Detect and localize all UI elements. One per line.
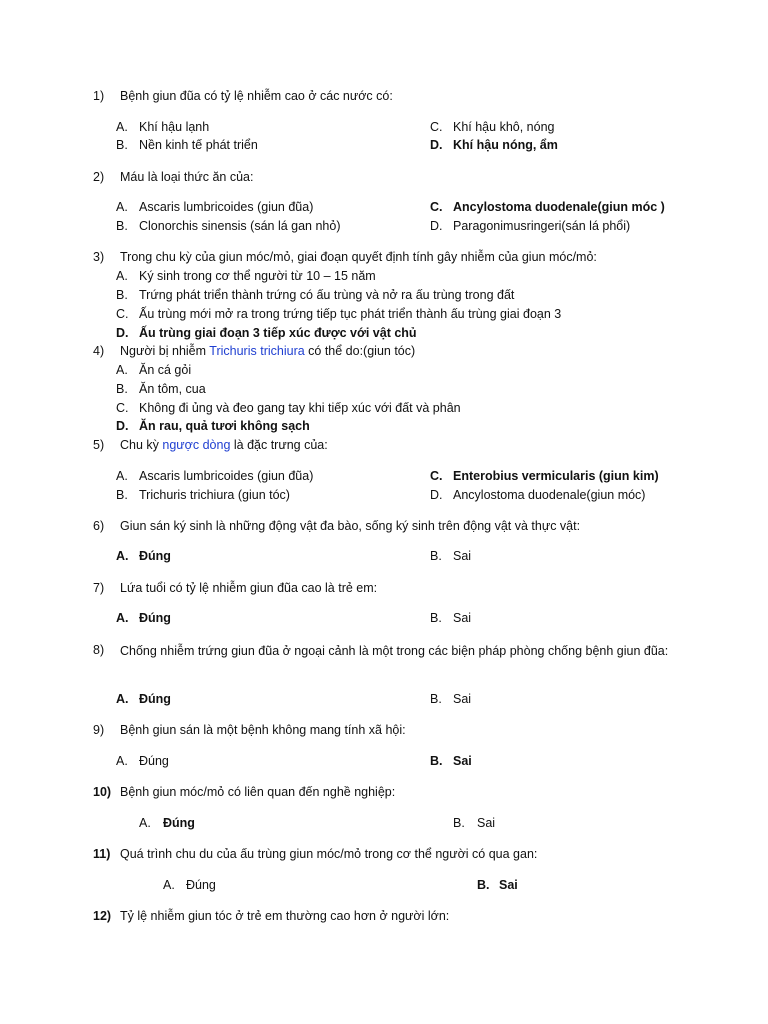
option-letter: A.	[139, 816, 151, 830]
question-text: Tỷ lệ nhiễm giun tóc ở trẻ em thường cao hơn ở người lớn:	[120, 909, 450, 923]
question-text: Máu là loại thức ăn của:	[120, 170, 254, 184]
correct-option-text: Đúng	[139, 692, 171, 706]
option-text: Paragonimusringeri(sán lá phổi)	[453, 219, 631, 233]
option-text: Sai	[453, 549, 472, 563]
option-letter: C.	[430, 120, 443, 134]
species-link[interactable]: Trichuris trichiura	[209, 344, 305, 358]
question-number: 1)	[93, 89, 105, 103]
correct-option-text: Sai	[453, 754, 472, 768]
correct-option-text: Ancylostoma duodenale(giun móc )	[453, 200, 665, 214]
option-letter: A.	[116, 754, 128, 768]
option-text: Trichuris trichiura (giun tóc)	[139, 488, 290, 502]
question-text-end: có thể do:(giun tóc)	[304, 344, 416, 358]
option-letter: B.	[116, 219, 128, 233]
question-number: 11)	[93, 847, 111, 861]
question-number: 3)	[93, 250, 105, 264]
option-text: Khí hậu lạnh	[139, 120, 210, 134]
question-text: Lứa tuổi có tỷ lệ nhiễm giun đũa cao là trẻ em:	[120, 581, 378, 595]
option-letter: B.	[116, 488, 128, 502]
option-text: Sai	[453, 692, 472, 706]
correct-option-text: Đúng	[139, 611, 171, 625]
option-text: Sai	[453, 611, 472, 625]
question-text-start: Chu kỳ	[120, 438, 163, 452]
question-text	[120, 343, 415, 359]
option-letter: A.	[163, 878, 175, 892]
option-text: Trứng phát triển thành trứng có ấu trùng và nở ra ấu trùng trong đất	[139, 288, 515, 302]
option-text: Ký sinh trong cơ thể người từ 10 – 15 năm	[139, 269, 376, 283]
option-letter: B.	[430, 692, 442, 706]
question-number: 9)	[93, 723, 105, 737]
option-letter: C.	[116, 307, 129, 321]
option-text: Khí hậu khô, nóng	[453, 120, 555, 134]
option-letter: C.	[116, 401, 129, 415]
question-text-start: Người bị nhiễm	[120, 344, 210, 358]
option-text: Đúng	[186, 878, 216, 892]
question-text: Trong chu kỳ của giun móc/mỏ, giai đoạn quyết định tính gây nhiễm của giun móc/mỏ:	[120, 250, 597, 264]
question-number: 10)	[93, 785, 112, 799]
question-text: Quá trình chu du của ấu trùng giun móc/mỏ trong cơ thể người có qua gan:	[120, 847, 538, 861]
option-text: Đúng	[139, 754, 169, 768]
correct-option-letter: D.	[116, 419, 129, 433]
correct-option-letter: A.	[116, 549, 129, 563]
option-letter: A.	[116, 469, 128, 483]
option-letter: B.	[430, 549, 442, 563]
option-letter: B.	[116, 138, 128, 152]
question-text: Bệnh giun móc/mỏ có liên quan đến nghề nghiệp:	[120, 785, 396, 799]
correct-option-text: Sai	[499, 878, 518, 892]
correct-option-text: Khí hậu nóng, ẩm	[453, 138, 558, 152]
option-text: Ấu trùng mới mở ra trong trứng tiếp tục phát triển thành ấu trùng giai đoạn 3	[139, 307, 562, 321]
option-letter: A.	[116, 269, 128, 283]
option-text: Ascaris lumbricoides (giun đũa)	[139, 200, 314, 214]
option-letter: B.	[116, 288, 128, 302]
correct-option-letter: D.	[116, 326, 129, 340]
question-number: 8)	[93, 643, 105, 657]
option-letter: D.	[430, 488, 443, 502]
question-number: 5)	[93, 438, 105, 452]
option-text: Ăn tôm, cua	[139, 382, 206, 396]
correct-option-letter: B.	[430, 754, 443, 768]
correct-option-text: Đúng	[139, 549, 171, 563]
correct-option-letter: A.	[116, 611, 129, 625]
term-link[interactable]: ngược dòng	[162, 438, 231, 452]
question-text: Chống nhiễm trứng giun đũa ở ngoại cảnh là một trong các biện pháp phòng chống bệnh giun đũa:	[120, 644, 669, 658]
correct-option-text: Đúng	[163, 816, 195, 830]
option-text: Clonorchis sinensis (sán lá gan nhỏ)	[139, 219, 341, 233]
option-text: Ancylostoma duodenale(giun móc)	[453, 488, 646, 502]
question-number: 2)	[93, 170, 105, 184]
correct-option-text: Enterobius vermicularis (giun kim)	[453, 469, 659, 483]
option-text: Ascaris lumbricoides (giun đũa)	[139, 469, 314, 483]
option-letter: B.	[116, 382, 128, 396]
option-text: Sai	[477, 816, 496, 830]
correct-option-letter: B.	[477, 878, 490, 892]
question-text: Giun sán ký sinh là những động vật đa bào, sống ký sinh trên động vật và thực vật:	[120, 519, 581, 533]
option-letter: D.	[430, 219, 443, 233]
correct-option-letter: C.	[430, 469, 443, 483]
option-letter: A.	[116, 363, 128, 377]
option-letter: B.	[430, 611, 442, 625]
correct-option-letter: C.	[430, 200, 443, 214]
option-letter: A.	[116, 200, 128, 214]
option-letter: B.	[453, 816, 465, 830]
correct-option-text: Ấu trùng giai đoạn 3 tiếp xúc được với vật chủ	[139, 326, 417, 340]
option-letter: A.	[116, 120, 128, 134]
question-number: 6)	[93, 519, 105, 533]
option-text: Nền kinh tế phát triển	[139, 138, 258, 152]
question-number: 7)	[93, 581, 105, 595]
question-text	[120, 437, 328, 453]
option-text: Ăn cá gỏi	[139, 363, 192, 377]
question-text-end: là đặc trưng của:	[230, 438, 328, 452]
question-text: Bệnh giun sán là một bệnh không mang tính xã hội:	[120, 723, 406, 737]
correct-option-letter: D.	[430, 138, 443, 152]
question-text: Bệnh giun đũa có tỷ lệ nhiễm cao ở các nước có:	[120, 89, 393, 103]
correct-option-text: Ăn rau, quả tươi không sạch	[139, 419, 310, 433]
question-number: 4)	[93, 344, 105, 358]
correct-option-letter: A.	[116, 692, 129, 706]
option-text: Không đi ủng và đeo gang tay khi tiếp xúc với đất và phân	[139, 401, 461, 415]
question-number: 12)	[93, 909, 112, 923]
